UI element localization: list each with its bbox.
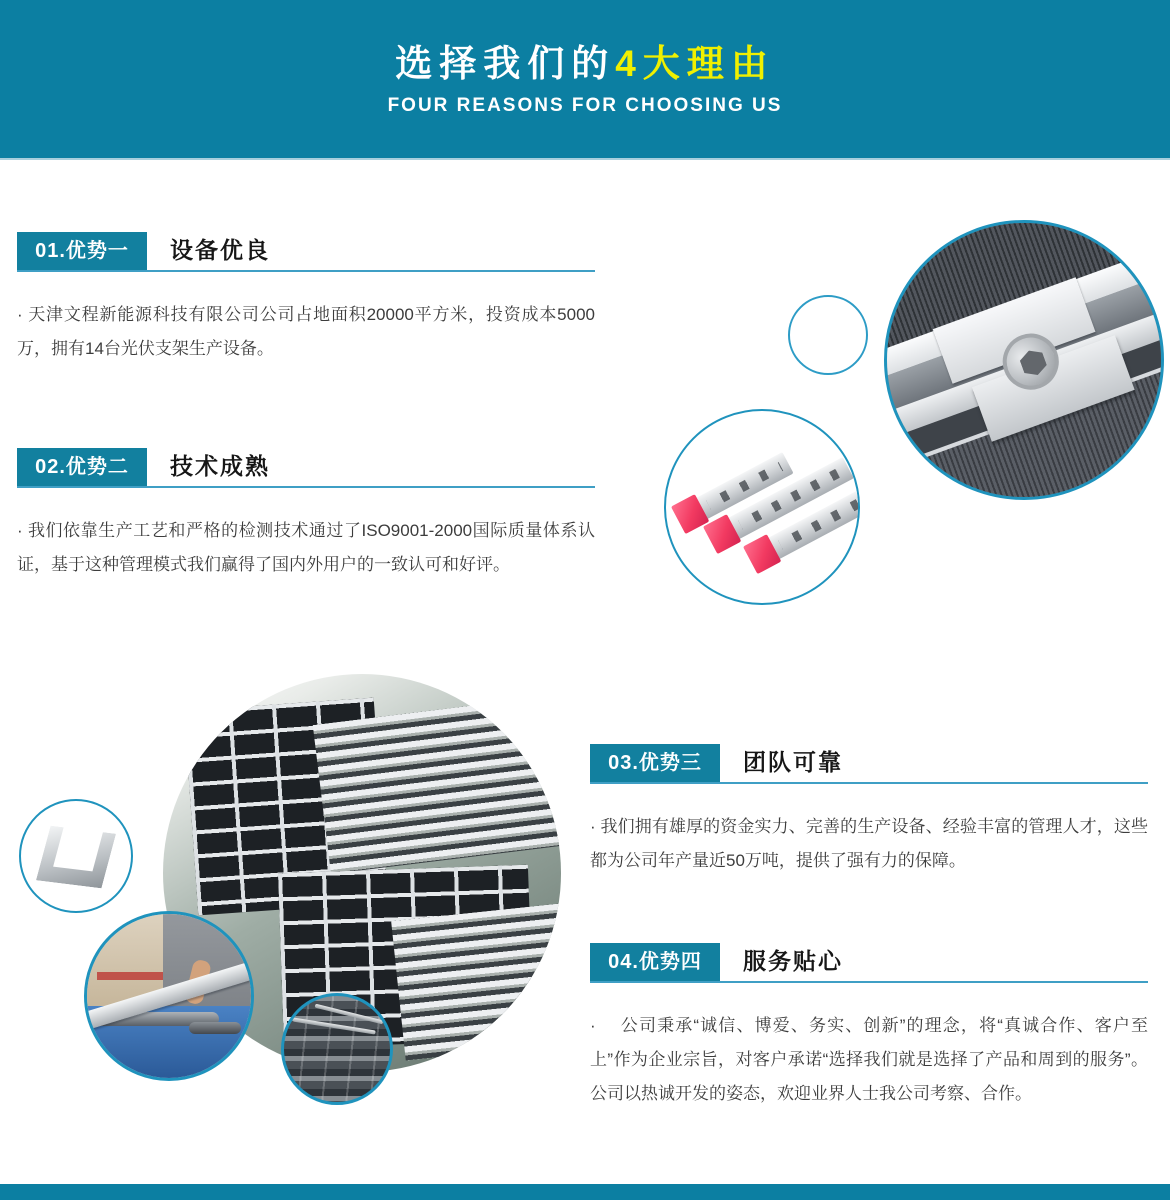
advantage-badge-3: 03.优势三 — [590, 744, 720, 782]
page-title-main: 选择我们的 — [395, 43, 616, 84]
solar-panel-mid-clamp-photo — [884, 220, 1164, 500]
advantage-body-2: · 我们依靠生产工艺和严格的检测技术通过了ISO9001-2000国际质量体系认证，基于这种管理模式我们赢得了国内外用户的一致认可和好评。 — [17, 521, 595, 574]
page-subtitle: FOUR REASONS FOR CHOOSING US — [387, 94, 783, 116]
slotted-brackets-red-caps-photo — [664, 409, 860, 605]
section-header — [590, 744, 1148, 784]
hex-socket — [1018, 347, 1049, 380]
clamp-photo-content — [884, 220, 1164, 500]
u-channel-profile-photo — [19, 799, 133, 913]
channel-stack-side-view — [313, 696, 561, 874]
advantage-title-2: 技术成熟 — [170, 453, 270, 479]
advantage-title-1: 设备优良 — [170, 237, 270, 263]
steel-stick — [315, 1004, 384, 1025]
advantage-title-4: 服务贴心 — [743, 948, 843, 974]
advantage-body-4: · 公司秉承“诚信、博爱、务实、创新”的理念，将“真诚合作、客户至上”作为企业宗旨，对客户承诺“选择我们就是选择了产品和周到的服务”。公司以热诚开发的姿态，欢迎业界人士我公司考察、合作。 — [590, 1016, 1148, 1103]
roller — [189, 1022, 241, 1034]
advantage-section-3 — [590, 744, 1148, 878]
advantage-section-1 — [17, 232, 595, 366]
advantage-body-3: · 我们拥有雄厚的资金实力、完善的生产设备、经验丰富的管理人才，这些都为公司年产量近50万吨，提供了强有力的保障。 — [590, 817, 1148, 870]
steel-stick — [292, 1017, 376, 1034]
advantage-badge-2: 02.优势二 — [17, 448, 147, 486]
advantage-title-3: 团队可靠 — [743, 749, 843, 775]
u-channel-shape — [36, 826, 116, 889]
page-title — [0, 0, 1170, 85]
advantage-badge-1: 01.优势一 — [17, 232, 147, 270]
section-header — [17, 448, 595, 488]
channel-stack-side-view — [391, 903, 561, 1060]
packed-steel-bundles-photo — [281, 993, 393, 1105]
advantage-section-2 — [17, 448, 595, 582]
advantage-badge-4: 04.优势四 — [590, 943, 720, 981]
decorative-outline-circle — [788, 295, 868, 375]
page-title-highlight: 4大理由 — [615, 43, 775, 84]
section-header — [590, 943, 1148, 983]
footer-band — [0, 1184, 1170, 1200]
advantage-body-1: · 天津文程新能源科技有限公司公司占地面积20000平方米，投资成本5000万，拥有14台光伏支架生产设备。 — [17, 305, 595, 358]
factory-production-line-photo — [84, 911, 254, 1081]
section-header — [17, 232, 595, 272]
advantage-section-4 — [590, 943, 1148, 1111]
header-banner — [0, 0, 1170, 160]
